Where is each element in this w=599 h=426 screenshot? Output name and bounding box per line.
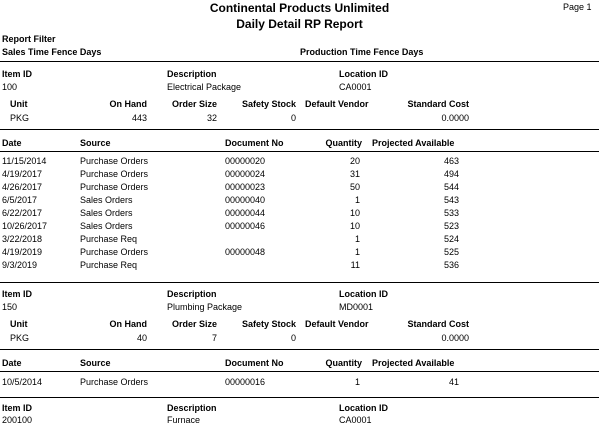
item-id-value: 200100 [2, 415, 33, 425]
row-source: Sales Orders [80, 208, 133, 218]
row-document-no: 00000023 [225, 182, 266, 192]
row-source: Sales Orders [80, 195, 133, 205]
row-projected-available: 463 [443, 156, 459, 166]
projected-available-header: Projected Available [372, 358, 455, 368]
on-hand-label: On Hand [109, 319, 147, 329]
row-projected-available: 494 [443, 169, 459, 179]
standard-cost-value: 0.0000 [441, 113, 469, 123]
description-label: Description [167, 289, 217, 299]
row-source: Purchase Orders [80, 169, 149, 179]
divider [0, 61, 599, 62]
row-document-no: 00000016 [225, 377, 266, 387]
order-size-value: 32 [206, 113, 217, 123]
source-header: Source [80, 358, 111, 368]
description-value: Furnace [167, 415, 201, 425]
divider [0, 129, 599, 130]
location-id-value: CA0001 [339, 415, 372, 425]
standard-cost-value: 0.0000 [441, 333, 469, 343]
safety-stock-label: Safety Stock [241, 319, 296, 329]
row-projected-available: 543 [443, 195, 459, 205]
row-projected-available: 536 [443, 260, 459, 270]
description-value: Electrical Package [167, 82, 242, 92]
row-source: Sales Orders [80, 221, 133, 231]
default-vendor-label: Default Vendor [305, 99, 369, 109]
location-id-value: MD0001 [339, 302, 374, 312]
row-projected-available: 544 [443, 182, 459, 192]
row-date: 9/3/2019 [2, 260, 38, 270]
location-id-label: Location ID [339, 403, 388, 413]
description-value: Plumbing Package [167, 302, 243, 312]
safety-stock-label: Safety Stock [241, 99, 296, 109]
row-document-no: 00000024 [225, 169, 266, 179]
divider [0, 371, 599, 372]
report-filter-title: Report Filter [2, 34, 56, 44]
item-id-label: Item ID [2, 289, 33, 299]
row-source: Purchase Orders [80, 156, 149, 166]
document-no-header: Document No [225, 358, 284, 368]
unit-value: PKG [10, 333, 30, 343]
order-size-value: 7 [211, 333, 217, 343]
row-date: 11/15/2014 [2, 156, 47, 166]
row-document-no: 00000048 [225, 247, 266, 257]
quantity-header: Quantity [325, 138, 362, 148]
row-document-no: 00000044 [225, 208, 266, 218]
unit-value: PKG [10, 113, 30, 123]
row-quantity: 1 [354, 234, 360, 244]
standard-cost-label: Standard Cost [407, 319, 469, 329]
row-quantity: 10 [349, 208, 360, 218]
row-date: 4/19/2017 [2, 169, 43, 179]
row-source: Purchase Orders [80, 377, 149, 387]
row-date: 4/26/2017 [2, 182, 43, 192]
row-quantity: 31 [349, 169, 360, 179]
default-vendor-label: Default Vendor [305, 319, 369, 329]
order-size-label: Order Size [171, 319, 217, 329]
row-source: Purchase Orders [80, 247, 149, 257]
source-header: Source [80, 138, 111, 148]
item-id-label: Item ID [2, 69, 33, 79]
sales-time-fence-label: Sales Time Fence Days [2, 47, 102, 57]
row-document-no: 00000020 [225, 156, 266, 166]
document-no-header: Document No [225, 138, 284, 148]
row-source: Purchase Req [80, 234, 138, 244]
order-size-label: Order Size [171, 99, 217, 109]
location-id-label: Location ID [339, 69, 388, 79]
unit-label: Unit [10, 99, 28, 109]
item-id-value: 100 [2, 82, 18, 92]
row-source: Purchase Req [80, 260, 138, 270]
row-document-no: 00000046 [225, 221, 266, 231]
description-label: Description [167, 403, 217, 413]
row-quantity: 1 [354, 195, 360, 205]
item-id-label: Item ID [2, 403, 33, 413]
location-id-value: CA0001 [339, 82, 372, 92]
company-name: Continental Products Unlimited [209, 1, 390, 15]
row-projected-available: 525 [443, 247, 459, 257]
standard-cost-label: Standard Cost [407, 99, 469, 109]
date-header: Date [2, 138, 22, 148]
row-date: 6/22/2017 [2, 208, 43, 218]
quantity-header: Quantity [325, 358, 362, 368]
row-date: 10/26/2017 [2, 221, 48, 231]
safety-stock-value: 0 [290, 113, 296, 123]
row-quantity: 1 [354, 247, 360, 257]
row-quantity: 1 [354, 377, 360, 387]
row-projected-available: 524 [443, 234, 459, 244]
description-label: Description [167, 69, 217, 79]
divider [0, 282, 599, 283]
row-date: 3/22/2018 [2, 234, 43, 244]
unit-label: Unit [10, 319, 28, 329]
row-date: 6/5/2017 [2, 195, 38, 205]
page-number: Page 1 [563, 2, 592, 12]
date-header: Date [2, 358, 22, 368]
production-time-fence-label: Production Time Fence Days [300, 47, 424, 57]
report-title: Daily Detail RP Report [236, 17, 363, 31]
row-document-no: 00000040 [225, 195, 266, 205]
row-quantity: 10 [349, 221, 360, 231]
on-hand-value: 443 [131, 113, 147, 123]
safety-stock-value: 0 [290, 333, 296, 343]
row-quantity: 50 [349, 182, 360, 192]
row-date: 10/5/2014 [2, 377, 43, 387]
row-projected-available: 523 [443, 221, 459, 231]
row-quantity: 20 [349, 156, 360, 166]
divider [0, 397, 599, 398]
row-projected-available: 41 [448, 377, 459, 387]
row-source: Purchase Orders [80, 182, 149, 192]
location-id-label: Location ID [339, 289, 388, 299]
on-hand-label: On Hand [109, 99, 147, 109]
row-date: 4/19/2019 [2, 247, 43, 257]
item-id-value: 150 [2, 302, 18, 312]
divider [0, 151, 599, 152]
divider [0, 349, 599, 350]
projected-available-header: Projected Available [372, 138, 455, 148]
on-hand-value: 40 [136, 333, 147, 343]
row-projected-available: 533 [443, 208, 459, 218]
row-quantity: 11 [350, 260, 360, 270]
